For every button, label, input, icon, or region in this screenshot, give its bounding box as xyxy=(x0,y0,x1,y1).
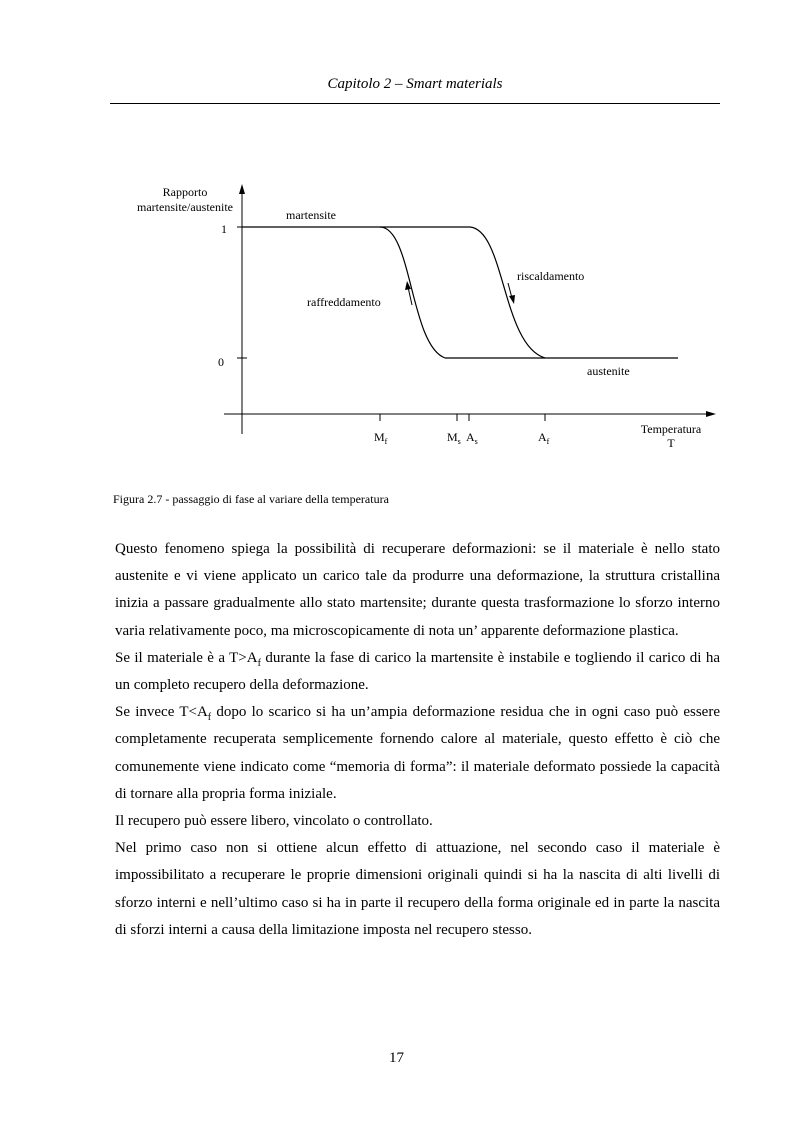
series-riscaldamento xyxy=(380,227,545,358)
annotation-austenite: austenite xyxy=(587,364,630,378)
annotation-riscaldamento: riscaldamento xyxy=(517,269,585,283)
ytick-label-1: 1 xyxy=(221,222,227,236)
x-axis-label-line2: T xyxy=(667,436,675,450)
x-axis-arrow xyxy=(706,411,716,417)
paragraph: Questo fenomeno spiega la possibilità di recuperare deformazioni: se il materiale è nello stato austenite e vi viene applicato un carico tale da produrre una deformazione, la struttura cristallina inizia a passare gradualmente allo stato martensite; durante questa trasformazione lo sforzo interno varia relativamente poco, ma microscopicamente di nota un’ apparente deformazione plastica. xyxy=(115,541,720,639)
heating-arrow-head xyxy=(509,295,515,304)
paragraph: Nel primo caso non si ottiene alcun effetto di attuazione, nel secondo caso il materiale è impossibilitato a recuperare le proprie dimensioni originali quindi si ha la nascita di alti livelli di sforzo interni e nell’ultimo caso si ha in parte il recupero della forma originale ed in parte la nascita di sforzi interni a causa della limitazione imposta nel recupero stesso. xyxy=(115,840,720,938)
figure-caption: Figura 2.7 - passaggio di fase al variare della temperatura xyxy=(113,492,389,506)
annotation-raffreddamento: raffreddamento xyxy=(307,295,381,309)
page-number: 17 xyxy=(389,1050,404,1066)
series-raffreddamento xyxy=(380,227,445,358)
paragraph: Il recupero può essere libero, vincolato o controllato. xyxy=(115,813,433,830)
annotation-martensite: martensite xyxy=(286,208,336,222)
y-axis-label-line1: Rapporto xyxy=(162,185,208,199)
y-axis-label-line2: martensite/austenite xyxy=(137,200,233,214)
paragraph: Se invece $T<A_f$ dopo lo scarico si ha un’ampia deformazione residua che in ogni caso può essere completamente recuperata semplicemente fornendo calore al materiale, questo effetto è ciò che comunemente viene indicato come “memoria di forma”: il materiale deformato possiede la capacità di tornare alla propria forma iniziale. xyxy=(115,704,720,802)
paragraph: Se il materiale è a $T>A_f$ durante la fase di carico la martensite è instabile e togliendo il carico di ha un completo recupero della deformazione. xyxy=(115,649,720,694)
x-axis-label-line1: Temperatura xyxy=(640,422,702,436)
running-header: Capitolo 2 – Smart materials xyxy=(327,76,503,92)
y-axis-arrow xyxy=(239,184,245,194)
xtick-label-ms: $M_s$ xyxy=(447,430,461,446)
xtick-label-af: $A_f$ xyxy=(538,430,550,446)
xtick-label-mf: $M_f$ xyxy=(374,430,388,446)
ytick-label-0: 0 xyxy=(218,355,224,369)
body-text xyxy=(115,536,720,944)
xtick-label-as: $A_s$ xyxy=(466,430,478,446)
phase-transition-chart xyxy=(0,0,793,480)
